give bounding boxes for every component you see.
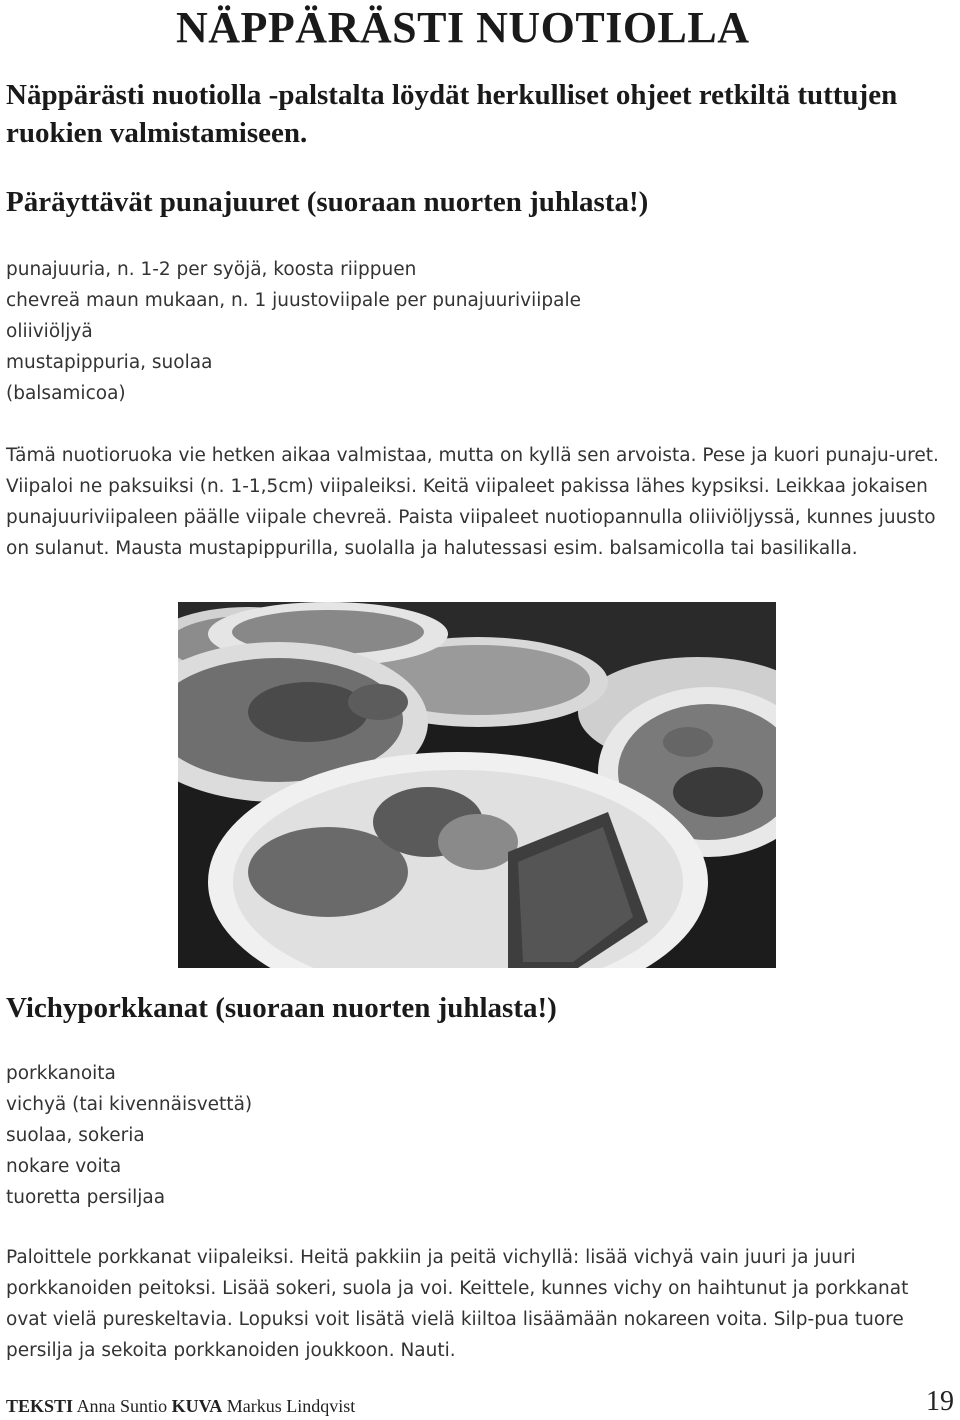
ingredient-item: suolaa, sokeria: [6, 1125, 145, 1146]
ingredient-item: oliiviöljyä: [6, 321, 93, 342]
footer-credits: [6, 1396, 355, 1417]
recipe1-ingredients: [6, 254, 946, 409]
recipe1-instructions: Tämä nuotioruoka vie hetken aikaa valmistaa, mutta on kyllä sen arvoista. Pese ja kuori punaju-uret. Viipaloi ne paksuiksi (n. 1-1,5cm) viipaleiksi. Keitä viipaleet pakissa lähes kypsiksi. Leikkaa jokaisen punajuuriviipaleen päälle viipale chevreä. Paista viipaleet nuotiopannulla oliiviöljyssä, kunnes juusto on sulanut. Mausta mustapippurilla, suolalla ja halutessasi esim. balsamicolla tai basilikalla.: [6, 445, 939, 559]
ingredient-item: tuoretta persiljaa: [6, 1187, 166, 1208]
ingredient-item: mustapippuria, suolaa: [6, 352, 213, 373]
page-number: 19: [926, 1386, 954, 1417]
author-name: Anna Suntio: [76, 1396, 168, 1416]
ingredient-item: nokare voita: [6, 1156, 122, 1177]
food-photo: [178, 602, 776, 968]
photo-label: KUVA: [171, 1396, 223, 1416]
recipe2-title: Vichyporkkanat (suoraan nuorten juhlasta!): [6, 992, 557, 1024]
photographer-name: Markus Lindqvist: [226, 1396, 356, 1416]
ingredient-item: vichyä (tai kivennäisvettä): [6, 1094, 253, 1115]
ingredient-item: porkkanoita: [6, 1063, 116, 1084]
ingredient-item: chevreä maun mukaan, n. 1 juustoviipale per punajuuriviipale: [6, 290, 581, 311]
recipe2-ingredients: [6, 1058, 946, 1213]
text-label: TEKSTI: [6, 1396, 74, 1416]
recipe2-instructions: Paloittele porkkanat viipaleiksi. Heitä pakkiin ja peitä vichyllä: lisää vichyä vain juuri ja juuri porkkanoiden peitoksi. Lisää sokeri, suola ja voi. Keittele, kunnes vichy on haihtunut ja porkkanat ovat vielä pureskeltavia. Lopuksi voit lisätä vielä kiiltoa lisäämään nokareen voita. Silp-pua tuore persilja ja sekoita porkkanoiden joukkoon. Nauti.: [6, 1247, 909, 1361]
ingredient-item: punajuuria, n. 1-2 per syöjä, koosta riippuen: [6, 259, 417, 280]
ingredient-item: (balsamicoa): [6, 383, 126, 404]
page-title: NÄPPÄRÄSTI NUOTIOLLA: [176, 3, 750, 52]
intro-text: Näppärästi nuotiolla -palstalta löydät herkulliset ohjeet retkiltä tuttujen ruokien valmistamiseen.: [6, 79, 898, 149]
recipe1-title: Päräyttävät punajuuret (suoraan nuorten juhlasta!): [6, 186, 649, 218]
